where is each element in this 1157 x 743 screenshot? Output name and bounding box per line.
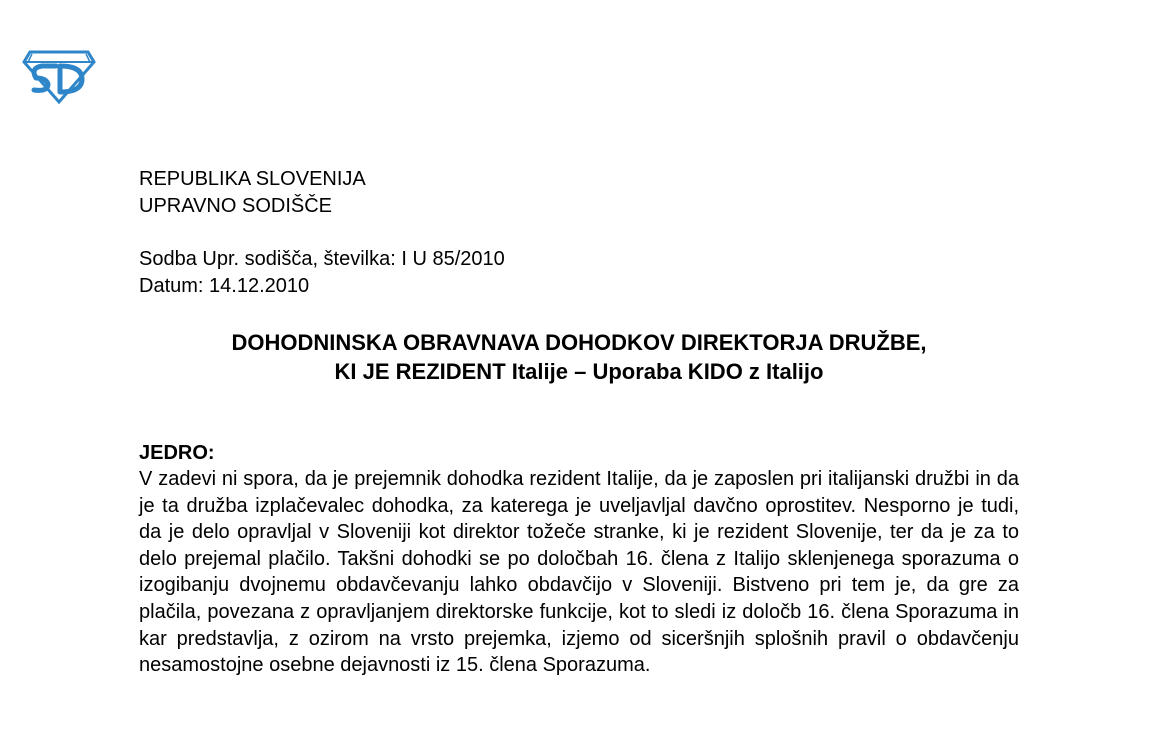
- court-name: UPRAVNO SODIŠČE: [139, 195, 332, 217]
- court-logo: [22, 48, 96, 104]
- case-meta: [139, 246, 505, 300]
- section-heading: JEDRO:: [139, 442, 215, 464]
- country-name: REPUBLIKA SLOVENIJA: [139, 168, 366, 190]
- court-header: [139, 166, 366, 220]
- shield-logo-icon: [22, 48, 96, 104]
- section-body: V zadevi ni spora, da je prejemnik dohodka rezident Italije, da je zaposlen pri italijanski družbi in da je ta družba izplačevalec dohodka, za katerega je uveljavljal davčno oprostitev. Nesporno je tudi, da je delo opravljal v Sloveniji kot direktor tožeče stranke, ki je rezident Slovenije, ter da je za to delo prejemal plačilo. Takšni dohodki se po določbah 16. člena z Italijo sklenjenega sporazuma o izogibanju dvojnemu obdavčevanju lahko obdavčijo v Sloveniji. Bistveno pri tem je, da gre za plačila, povezana z opravljanjem direktorske funkcije, kot to sledi iz določb 16. člena Sporazuma in kar predstavlja, z ozirom na vrsto prejemka, izjemo od siceršnjih splošnih pravil o obdavčenju nesamostojne osebne dejavnosti iz 15. člena Sporazuma.: [139, 468, 1019, 677]
- title-line-2: KI JE REZIDENT Italije – Uporaba KIDO z Italijo: [334, 359, 824, 384]
- title-line-1: DOHODNINSKA OBRAVNAVA DOHODKOV DIREKTORJA DRUŽBE,: [231, 330, 927, 355]
- case-date: Datum: 14.12.2010: [139, 275, 310, 297]
- case-number: Sodba Upr. sodišča, številka: I U 85/2010: [139, 248, 505, 270]
- document-title: [139, 328, 1019, 386]
